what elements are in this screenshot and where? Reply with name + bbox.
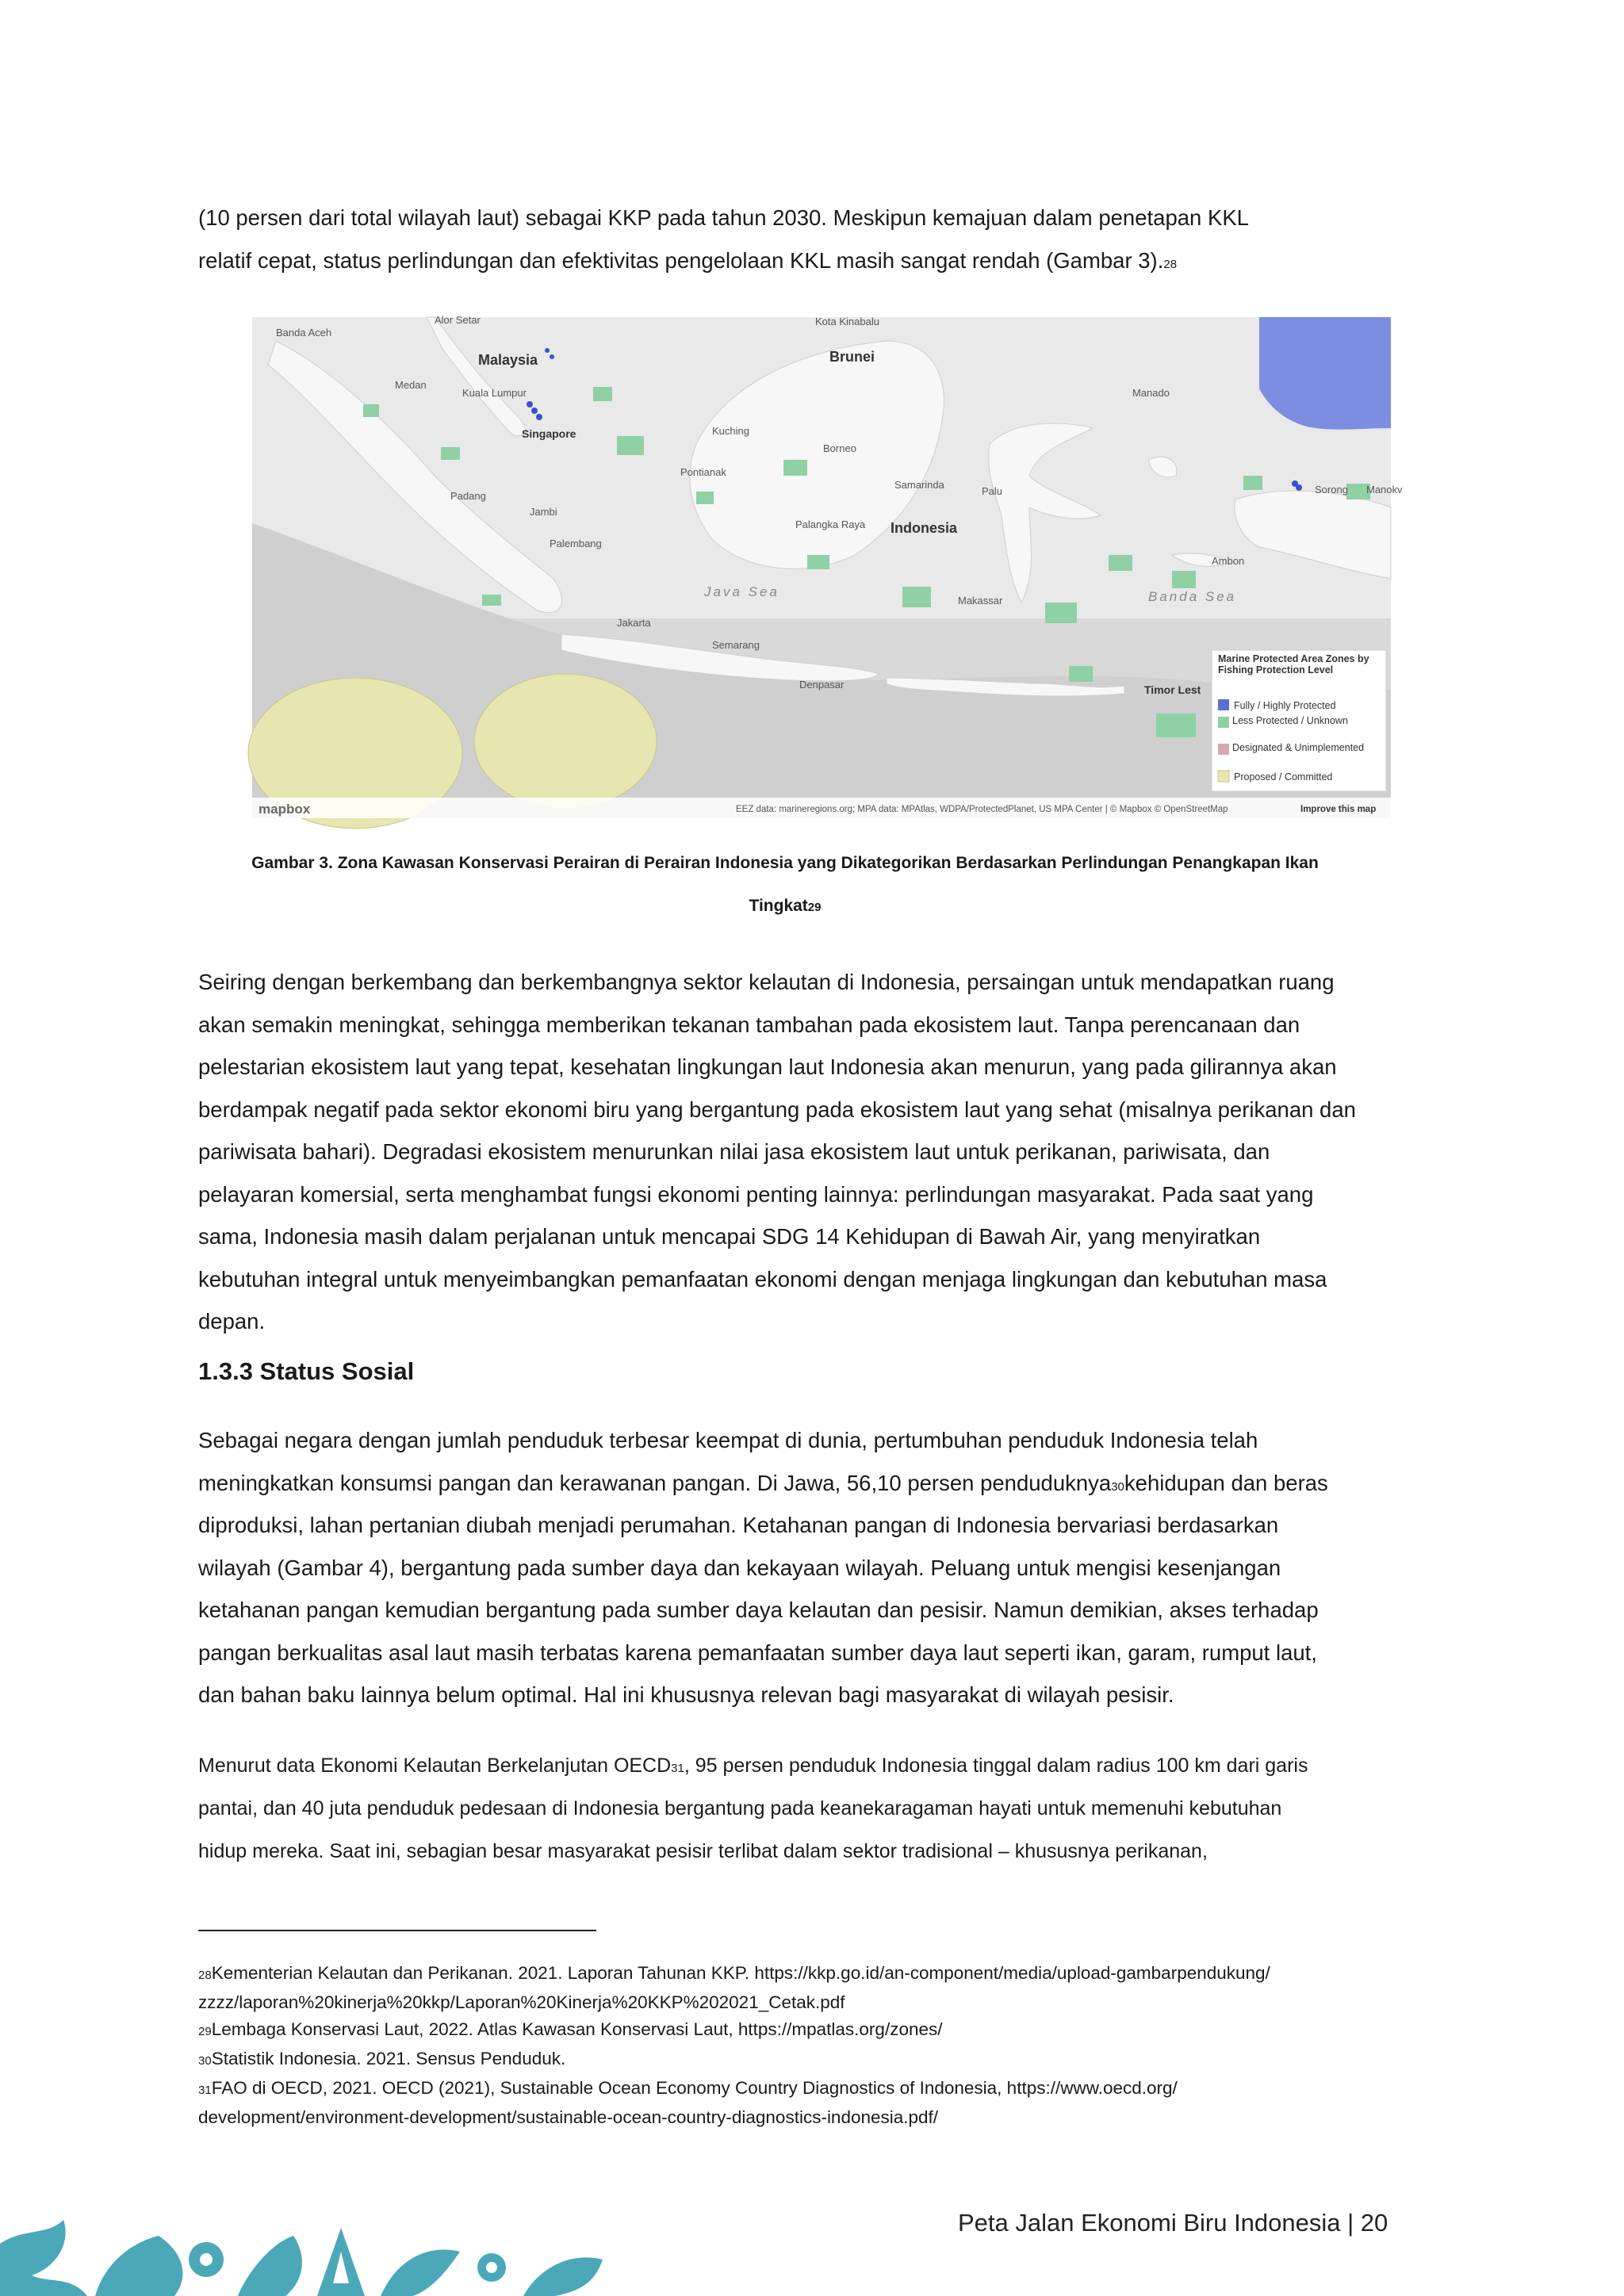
label-borneo: Borneo (823, 442, 856, 454)
label-padang: Padang (450, 490, 486, 502)
footnote-ref[interactable]: 30 (1111, 1479, 1124, 1494)
footnote-31-cont: development/environment-development/sustainable-ocean-country-diagnostics-indonesia.pdf/ (198, 2107, 939, 2127)
figure-caption-line-2: Tingkat29 (749, 897, 822, 915)
footnote-ref[interactable]: 28 (1163, 258, 1178, 271)
footnote-ref[interactable]: 29 (807, 901, 822, 914)
label-kota-kinabalu: Kota Kinabalu (815, 316, 879, 327)
mapbox-logo[interactable]: mapbox (259, 802, 311, 817)
footnote-29: 29Lembaga Konservasi Laut, 2022. Atlas Kawasan Konservasi Laut, https://mpatlas.org/zones/ (198, 2019, 943, 2039)
footnote-ref[interactable]: 31 (671, 1762, 684, 1775)
improve-map-link[interactable]: Improve this map (1300, 805, 1377, 814)
label-malaysia: Malaysia (478, 352, 538, 368)
label-banda-aceh: Banda Aceh (276, 327, 332, 339)
text-line: hidup mereka. Saat ini, sebagian besar masyarakat pesisir terlibat dalam sektor tradisional – khususnya perikanan, (198, 1840, 1208, 1862)
footnote-31: 31FAO di OECD, 2021. OECD (2021), Sustainable Ocean Economy Country Diagnostics of Indonesia, https://www.oecd.org/ (198, 2078, 1178, 2098)
section-heading: 1.3.3 Status Sosial (198, 1357, 415, 1385)
label-manado: Manado (1132, 387, 1170, 399)
mpa-fully-protected-zone (1259, 317, 1391, 430)
legend-swatch-designated (1218, 744, 1229, 755)
legend-designated: Designated & Unimplemented (1232, 742, 1365, 753)
label-palembang: Palembang (550, 538, 602, 549)
label-singapore: Singapore (522, 427, 576, 440)
text-line: Menurut data Ekonomi Kelautan Berkelanjutan OECD31, 95 persen penduduk Indonesia tinggal dalam radius 100 km dari garis (198, 1755, 1308, 1777)
text-line: sama, Indonesia masih dalam perjalanan untuk mencapai SDG 14 Kehidupan di Bawah Air, yang menyiratkan (198, 1224, 1261, 1249)
label-ambon: Ambon (1212, 555, 1245, 567)
legend-swatch-proposed (1218, 771, 1229, 782)
legend-title: Marine Protected Area Zones by Fishing Protection Level (1218, 653, 1369, 675)
text-line: depan. (198, 1309, 266, 1334)
label-palangka-raya: Palangka Raya (795, 519, 866, 530)
text-line: akan semakin meningkat, sehingga memberikan tekanan tambahan pada ekosistem laut. Tanpa perencanaan dan (198, 1012, 1300, 1037)
text-line: kebutuhan integral untuk menyeimbangkan pemanfaatan ekonomi dengan menjaga lingkungan dan kebutuhan masa (198, 1266, 1327, 1292)
figure-caption-line-1: Gambar 3. Zona Kawasan Konservasi Perairan di Perairan Indonesia yang Dikategorikan Berdasarkan Perlindungan Penangkapan Ikan (251, 854, 1319, 872)
footnote-28: 28Kementerian Kelautan dan Perikanan. 2021. Laporan Tahunan KKP. https://kkp.go.id/an-component/media/upload-gambarpendukung/ (198, 1963, 1270, 1983)
batik-ornament (0, 2212, 634, 2296)
map-svg (252, 314, 1403, 818)
page-footer: Peta Jalan Ekonomi Biru Indonesia | 20 (958, 2209, 1388, 2237)
legend-proposed: Proposed / Committed (1234, 771, 1333, 783)
legend-less: Less Protected / Unknown (1232, 715, 1348, 726)
label-semarang: Semarang (712, 639, 760, 651)
text-line: meningkatkan konsumsi pangan dan kerawanan pangan. Di Jawa, 56,10 persen penduduknya30kehidupan dan beras (198, 1470, 1328, 1495)
label-denpasar: Denpasar (799, 679, 845, 691)
label-medan: Medan (395, 379, 427, 391)
label-kuala-lumpur: Kuala Lumpur (462, 387, 527, 399)
intro-line-2: relatif cepat, status perlindungan dan efektivitas pengelolaan KKL masih sangat rendah (Gambar 3).28 (198, 248, 1178, 273)
label-brunei: Brunei (829, 349, 875, 365)
label-jakarta: Jakarta (617, 617, 651, 629)
footnote-divider (198, 1930, 596, 1931)
footnote-30: 30Statistik Indonesia. 2021. Sensus Penduduk. (198, 2049, 566, 2068)
text-line: Sebagai negara dengan jumlah penduduk terbesar keempat di dunia, pertumbuhan penduduk Indonesia telah (198, 1428, 1258, 1452)
legend-fully: Fully / Highly Protected (1234, 700, 1336, 711)
label-samarinda: Samarinda (894, 479, 944, 491)
label-banda-sea: Banda Sea (1148, 589, 1237, 604)
text-line: pantai, dan 40 juta penduduk pedesaan di Indonesia bergantung pada keanekaragaman hayati untuk memenuhi kebutuhan (198, 1797, 1282, 1820)
label-palu: Palu (982, 485, 1003, 497)
label-kuching: Kuching (712, 425, 749, 437)
text-line: pariwisata bahari). Degradasi ekosistem menurunkan nilai jasa ekosistem laut untuk perikanan, pariwisata, dan (198, 1139, 1270, 1164)
intro-line-1: (10 persen dari total wilayah laut) sebagai KKP pada tahun 2030. Meskipun kemajuan dalam penetapan KKL (198, 205, 1249, 230)
label-pontianak: Pontianak (680, 466, 726, 478)
legend-swatch-fully (1218, 699, 1229, 710)
text-line: pelestarian ekosistem laut yang tepat, kesehatan lingkungan laut Indonesia akan menurun, yang pada gilirannya akan (198, 1054, 1337, 1079)
text-line: ketahanan pangan kemudian bergantung pada sumber daya kelautan dan pesisir. Namun demikian, akses terhadap (198, 1598, 1319, 1622)
map-legend (1212, 650, 1386, 791)
label-indonesia: Indonesia (891, 520, 958, 536)
map-attribution[interactable]: EEZ data: marineregions.org; MPA data: MPAtlas, WDPA/ProtectedPlanet, US MPA Center | © Mapbox © OpenStreetMap (736, 805, 1228, 814)
footnotes (198, 1960, 1467, 2131)
label-java-sea: Java Sea (704, 584, 779, 599)
text-line: dan bahan baku lainnya belum optimal. Hal ini khususnya relevan bagi masyarakat di wilayah pesisir. (198, 1682, 1174, 1707)
text-line: wilayah (Gambar 4), bergantung pada sumber daya dan kekayaan wilayah. Peluang untuk mengisi kesenjangan (198, 1555, 1281, 1580)
footnote-28-cont: zzzz/laporan%20kinerja%20kkp/Laporan%20Kinerja%20KKP%202021_Cetak.pdf (198, 1992, 845, 2012)
text-line: diproduksi, lahan pertanian diubah menjadi perumahan. Ketahanan pangan di Indonesia bervariasi berdasarkan (198, 1513, 1279, 1537)
label-manokwari: Manokv (1366, 484, 1403, 496)
label-makassar: Makassar (958, 595, 1003, 607)
mpa-proposed-zone-east (474, 674, 657, 809)
label-jambi: Jambi (530, 506, 557, 518)
label-sorong: Sorong (1315, 484, 1348, 496)
label-timor-leste: Timor Lest (1144, 683, 1201, 696)
text-line: berdampak negatif pada sektor ekonomi biru yang bergantung pada ekosistem laut yang sehat (misalnya perikanan dan (198, 1096, 1356, 1122)
text-line: Seiring dengan berkembang dan berkembangnya sektor kelautan di Indonesia, persaingan untuk mendapatkan ruang (198, 970, 1335, 994)
legend-swatch-less (1218, 717, 1229, 728)
mpa-map[interactable] (252, 314, 1403, 818)
text-line: pangan berkualitas asal laut masih terbatas karena pemanfaatan sumber daya laut seperti ikan, garam, rumput laut, (198, 1640, 1317, 1665)
label-alor-setar: Alor Setar (435, 314, 481, 326)
text-line: pelayaran komersial, serta menghambat fungsi ekonomi penting lainnya: perlindungan masyarakat. Pada saat yang (198, 1181, 1314, 1207)
